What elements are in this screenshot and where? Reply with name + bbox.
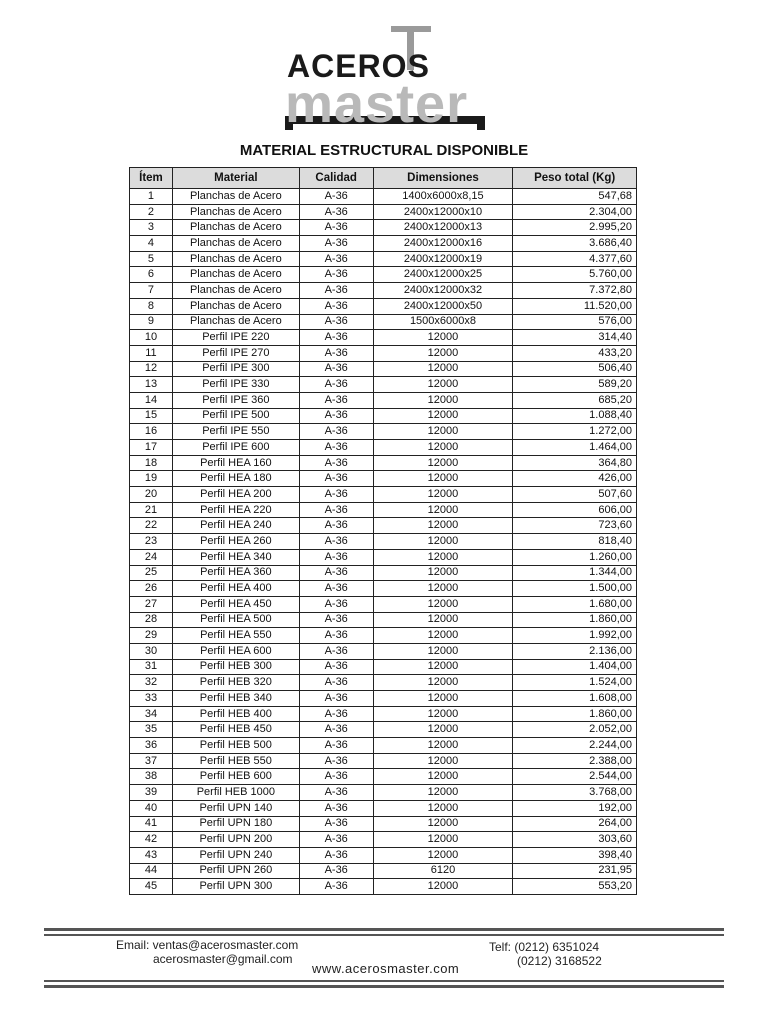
cell-material: Perfil HEB 1000 [172, 785, 299, 801]
table-row [130, 565, 637, 581]
cell-calidad: A-36 [299, 738, 373, 754]
cell-item: 45 [130, 879, 173, 895]
cell-calidad: A-36 [299, 534, 373, 550]
header-calidad: Calidad [299, 168, 373, 189]
cell-calidad: A-36 [299, 691, 373, 707]
cell-peso: 1.344,00 [513, 565, 637, 581]
header-peso: Peso total (Kg) [513, 168, 637, 189]
cell-calidad: A-36 [299, 800, 373, 816]
cell-calidad: A-36 [299, 628, 373, 644]
cell-dimensiones: 2400x12000x19 [373, 251, 513, 267]
cell-item: 18 [130, 455, 173, 471]
table-row [130, 628, 637, 644]
cell-dimensiones: 6120 [373, 863, 513, 879]
cell-item: 6 [130, 267, 173, 283]
cell-dimensiones: 12000 [373, 518, 513, 534]
cell-dimensiones: 12000 [373, 581, 513, 597]
cell-peso: 11.520,00 [513, 298, 637, 314]
cell-item: 30 [130, 643, 173, 659]
table-row [130, 283, 637, 299]
cell-material: Perfil HEB 500 [172, 738, 299, 754]
table-row [130, 581, 637, 597]
cell-calidad: A-36 [299, 816, 373, 832]
cell-item: 3 [130, 220, 173, 236]
table-row [130, 204, 637, 220]
cell-item: 31 [130, 659, 173, 675]
cell-calidad: A-36 [299, 408, 373, 424]
table-body [130, 189, 637, 895]
cell-material: Perfil HEA 360 [172, 565, 299, 581]
page-title: MATERIAL ESTRUCTURAL DISPONIBLE [239, 142, 529, 159]
table-row [130, 832, 637, 848]
footer-phone-1: Telf: (0212) 6351024 [489, 940, 600, 954]
cell-dimensiones: 12000 [373, 769, 513, 785]
cell-calidad: A-36 [299, 643, 373, 659]
cell-material: Perfil UPN 180 [172, 816, 299, 832]
cell-dimensiones: 12000 [373, 330, 513, 346]
table-row [130, 392, 637, 408]
cell-material: Perfil HEB 300 [172, 659, 299, 675]
cell-peso: 1.860,00 [513, 706, 637, 722]
cell-peso: 5.760,00 [513, 267, 637, 283]
table-row [130, 502, 637, 518]
table-row [130, 424, 637, 440]
cell-calidad: A-36 [299, 345, 373, 361]
cell-dimensiones: 12000 [373, 487, 513, 503]
cell-peso: 1.272,00 [513, 424, 637, 440]
table-row [130, 785, 637, 801]
cell-calidad: A-36 [299, 518, 373, 534]
cell-peso: 364,80 [513, 455, 637, 471]
cell-calidad: A-36 [299, 581, 373, 597]
cell-peso: 2.052,00 [513, 722, 637, 738]
cell-material: Perfil HEA 450 [172, 596, 299, 612]
cell-material: Perfil HEA 600 [172, 643, 299, 659]
cell-item: 21 [130, 502, 173, 518]
cell-peso: 1.260,00 [513, 549, 637, 565]
cell-item: 43 [130, 847, 173, 863]
cell-calidad: A-36 [299, 487, 373, 503]
cell-dimensiones: 12000 [373, 408, 513, 424]
table-row [130, 816, 637, 832]
table-row [130, 189, 637, 205]
table-row [130, 706, 637, 722]
cell-peso: 433,20 [513, 345, 637, 361]
cell-calidad: A-36 [299, 455, 373, 471]
cell-peso: 606,00 [513, 502, 637, 518]
cell-item: 35 [130, 722, 173, 738]
table-row [130, 251, 637, 267]
cell-item: 11 [130, 345, 173, 361]
cell-item: 8 [130, 298, 173, 314]
cell-peso: 1.860,00 [513, 612, 637, 628]
table-row [130, 691, 637, 707]
cell-dimensiones: 12000 [373, 800, 513, 816]
table-row [130, 769, 637, 785]
cell-peso: 4.377,60 [513, 251, 637, 267]
cell-calidad: A-36 [299, 267, 373, 283]
cell-dimensiones: 12000 [373, 565, 513, 581]
cell-material: Perfil HEB 400 [172, 706, 299, 722]
cell-dimensiones: 12000 [373, 392, 513, 408]
footer-divider-top [44, 928, 724, 931]
cell-calidad: A-36 [299, 283, 373, 299]
cell-material: Perfil IPE 500 [172, 408, 299, 424]
cell-item: 29 [130, 628, 173, 644]
table-row [130, 863, 637, 879]
table-row [130, 612, 637, 628]
table-row [130, 722, 637, 738]
cell-calidad: A-36 [299, 596, 373, 612]
cell-peso: 1.088,40 [513, 408, 637, 424]
cell-material: Perfil HEA 340 [172, 549, 299, 565]
table-row [130, 534, 637, 550]
cell-item: 7 [130, 283, 173, 299]
cell-material: Perfil IPE 600 [172, 440, 299, 456]
cell-material: Perfil UPN 240 [172, 847, 299, 863]
table-row [130, 267, 637, 283]
table-row [130, 847, 637, 863]
cell-item: 10 [130, 330, 173, 346]
cell-peso: 398,40 [513, 847, 637, 863]
cell-item: 15 [130, 408, 173, 424]
cell-material: Perfil IPE 330 [172, 377, 299, 393]
cell-peso: 303,60 [513, 832, 637, 848]
cell-calidad: A-36 [299, 847, 373, 863]
cell-peso: 314,40 [513, 330, 637, 346]
cell-item: 44 [130, 863, 173, 879]
cell-dimensiones: 12000 [373, 628, 513, 644]
table-row [130, 518, 637, 534]
cell-dimensiones: 12000 [373, 612, 513, 628]
cell-peso: 192,00 [513, 800, 637, 816]
cell-peso: 2.244,00 [513, 738, 637, 754]
cell-material: Planchas de Acero [172, 204, 299, 220]
cell-peso: 426,00 [513, 471, 637, 487]
cell-calidad: A-36 [299, 189, 373, 205]
cell-item: 39 [130, 785, 173, 801]
table-row [130, 596, 637, 612]
cell-calidad: A-36 [299, 502, 373, 518]
cell-item: 24 [130, 549, 173, 565]
cell-calidad: A-36 [299, 549, 373, 565]
cell-dimensiones: 12000 [373, 440, 513, 456]
cell-dimensiones: 12000 [373, 424, 513, 440]
cell-material: Planchas de Acero [172, 298, 299, 314]
cell-material: Perfil IPE 220 [172, 330, 299, 346]
cell-dimensiones: 2400x12000x10 [373, 204, 513, 220]
footer-phone-2: (0212) 3168522 [517, 954, 602, 968]
cell-item: 1 [130, 189, 173, 205]
cell-dimensiones: 12000 [373, 691, 513, 707]
footer-divider-bottom-thick [44, 985, 724, 988]
table-row [130, 549, 637, 565]
cell-calidad: A-36 [299, 753, 373, 769]
header-dimensiones: Dimensiones [373, 168, 513, 189]
cell-item: 38 [130, 769, 173, 785]
table-row [130, 455, 637, 471]
cell-peso: 576,00 [513, 314, 637, 330]
cell-material: Planchas de Acero [172, 314, 299, 330]
cell-material: Planchas de Acero [172, 220, 299, 236]
cell-peso: 1.680,00 [513, 596, 637, 612]
logo-text-aceros: ACEROS [287, 48, 430, 84]
cell-dimensiones: 12000 [373, 785, 513, 801]
cell-material: Perfil HEB 340 [172, 691, 299, 707]
cell-calidad: A-36 [299, 330, 373, 346]
table-row [130, 377, 637, 393]
cell-calidad: A-36 [299, 706, 373, 722]
table-header-row [130, 168, 637, 189]
cell-dimensiones: 12000 [373, 377, 513, 393]
cell-item: 37 [130, 753, 173, 769]
cell-peso: 589,20 [513, 377, 637, 393]
table-row [130, 236, 637, 252]
table-row [130, 220, 637, 236]
cell-dimensiones: 12000 [373, 643, 513, 659]
cell-item: 42 [130, 832, 173, 848]
cell-peso: 1.404,00 [513, 659, 637, 675]
cell-peso: 264,00 [513, 816, 637, 832]
cell-item: 12 [130, 361, 173, 377]
cell-material: Perfil HEB 450 [172, 722, 299, 738]
cell-dimensiones: 12000 [373, 675, 513, 691]
cell-calidad: A-36 [299, 204, 373, 220]
cell-item: 26 [130, 581, 173, 597]
cell-dimensiones: 12000 [373, 722, 513, 738]
cell-material: Perfil HEA 160 [172, 455, 299, 471]
table-row [130, 345, 637, 361]
cell-item: 14 [130, 392, 173, 408]
cell-calidad: A-36 [299, 612, 373, 628]
material-table [129, 167, 637, 895]
cell-peso: 1.464,00 [513, 440, 637, 456]
header-material: Material [172, 168, 299, 189]
cell-dimensiones: 12000 [373, 847, 513, 863]
cell-item: 25 [130, 565, 173, 581]
cell-calidad: A-36 [299, 361, 373, 377]
cell-material: Planchas de Acero [172, 236, 299, 252]
cell-material: Perfil IPE 270 [172, 345, 299, 361]
cell-dimensiones: 12000 [373, 753, 513, 769]
table-row [130, 440, 637, 456]
cell-material: Perfil UPN 200 [172, 832, 299, 848]
cell-calidad: A-36 [299, 440, 373, 456]
cell-material: Perfil IPE 300 [172, 361, 299, 377]
footer-email-alt: acerosmaster@gmail.com [153, 952, 293, 966]
footer-website: www.acerosmaster.com [312, 961, 460, 976]
cell-item: 34 [130, 706, 173, 722]
cell-material: Perfil HEB 550 [172, 753, 299, 769]
cell-dimensiones: 12000 [373, 455, 513, 471]
cell-peso: 1.608,00 [513, 691, 637, 707]
cell-peso: 1.992,00 [513, 628, 637, 644]
cell-calidad: A-36 [299, 832, 373, 848]
cell-item: 41 [130, 816, 173, 832]
cell-dimensiones: 1500x6000x8 [373, 314, 513, 330]
cell-item: 2 [130, 204, 173, 220]
cell-item: 19 [130, 471, 173, 487]
table-row [130, 753, 637, 769]
cell-material: Planchas de Acero [172, 189, 299, 205]
table-row [130, 298, 637, 314]
table-row [130, 800, 637, 816]
cell-dimensiones: 2400x12000x13 [373, 220, 513, 236]
table-row [130, 408, 637, 424]
table-row [130, 738, 637, 754]
cell-item: 23 [130, 534, 173, 550]
cell-item: 40 [130, 800, 173, 816]
cell-material: Perfil UPN 140 [172, 800, 299, 816]
cell-calidad: A-36 [299, 675, 373, 691]
cell-dimensiones: 12000 [373, 596, 513, 612]
cell-calidad: A-36 [299, 722, 373, 738]
cell-item: 33 [130, 691, 173, 707]
cell-material: Perfil IPE 550 [172, 424, 299, 440]
cell-calidad: A-36 [299, 471, 373, 487]
cell-peso: 2.995,20 [513, 220, 637, 236]
cell-dimensiones: 12000 [373, 879, 513, 895]
cell-peso: 1.500,00 [513, 581, 637, 597]
table-row [130, 879, 637, 895]
cell-material: Perfil HEA 260 [172, 534, 299, 550]
cell-material: Planchas de Acero [172, 283, 299, 299]
cell-item: 27 [130, 596, 173, 612]
cell-dimensiones: 12000 [373, 502, 513, 518]
cell-material: Planchas de Acero [172, 251, 299, 267]
cell-item: 32 [130, 675, 173, 691]
cell-item: 22 [130, 518, 173, 534]
cell-peso: 685,20 [513, 392, 637, 408]
cell-calidad: A-36 [299, 659, 373, 675]
cell-item: 5 [130, 251, 173, 267]
cell-calidad: A-36 [299, 314, 373, 330]
cell-calidad: A-36 [299, 236, 373, 252]
cell-dimensiones: 2400x12000x32 [373, 283, 513, 299]
cell-calidad: A-36 [299, 769, 373, 785]
cell-material: Perfil HEA 200 [172, 487, 299, 503]
cell-item: 17 [130, 440, 173, 456]
cell-item: 4 [130, 236, 173, 252]
cell-calidad: A-36 [299, 424, 373, 440]
cell-material: Perfil HEA 500 [172, 612, 299, 628]
cell-dimensiones: 12000 [373, 549, 513, 565]
cell-peso: 231,95 [513, 863, 637, 879]
table-row [130, 330, 637, 346]
cell-peso: 3.686,40 [513, 236, 637, 252]
footer-divider-top-thin [44, 934, 724, 936]
cell-dimensiones: 12000 [373, 738, 513, 754]
footer-divider-bottom [44, 980, 724, 982]
cell-peso: 2.544,00 [513, 769, 637, 785]
logo-text-master: master [285, 74, 469, 134]
cell-calidad: A-36 [299, 298, 373, 314]
cell-peso: 3.768,00 [513, 785, 637, 801]
cell-calidad: A-36 [299, 863, 373, 879]
cell-dimensiones: 12000 [373, 534, 513, 550]
cell-calidad: A-36 [299, 392, 373, 408]
cell-peso: 2.304,00 [513, 204, 637, 220]
cell-calidad: A-36 [299, 565, 373, 581]
cell-peso: 723,60 [513, 518, 637, 534]
cell-dimensiones: 2400x12000x16 [373, 236, 513, 252]
cell-material: Perfil HEA 180 [172, 471, 299, 487]
cell-peso: 506,40 [513, 361, 637, 377]
cell-dimensiones: 12000 [373, 345, 513, 361]
cell-peso: 507,60 [513, 487, 637, 503]
cell-dimensiones: 12000 [373, 706, 513, 722]
table-row [130, 487, 637, 503]
cell-material: Perfil HEA 220 [172, 502, 299, 518]
cell-material: Perfil HEA 240 [172, 518, 299, 534]
cell-dimensiones: 12000 [373, 361, 513, 377]
cell-peso: 2.388,00 [513, 753, 637, 769]
cell-material: Perfil HEA 550 [172, 628, 299, 644]
cell-dimensiones: 12000 [373, 816, 513, 832]
header-item: Ítem [130, 168, 173, 189]
cell-peso: 818,40 [513, 534, 637, 550]
cell-dimensiones: 2400x12000x25 [373, 267, 513, 283]
cell-calidad: A-36 [299, 220, 373, 236]
cell-peso: 1.524,00 [513, 675, 637, 691]
cell-calidad: A-36 [299, 785, 373, 801]
cell-material: Perfil IPE 360 [172, 392, 299, 408]
cell-item: 9 [130, 314, 173, 330]
table-row [130, 471, 637, 487]
cell-item: 13 [130, 377, 173, 393]
table-row [130, 361, 637, 377]
footer-email: Email: ventas@acerosmaster.com [116, 938, 299, 952]
cell-item: 16 [130, 424, 173, 440]
cell-calidad: A-36 [299, 377, 373, 393]
cell-material: Perfil HEA 400 [172, 581, 299, 597]
table-row [130, 314, 637, 330]
cell-material: Planchas de Acero [172, 267, 299, 283]
cell-calidad: A-36 [299, 879, 373, 895]
cell-item: 20 [130, 487, 173, 503]
table-row [130, 659, 637, 675]
cell-peso: 7.372,80 [513, 283, 637, 299]
cell-dimensiones: 2400x12000x50 [373, 298, 513, 314]
cell-material: Perfil UPN 300 [172, 879, 299, 895]
cell-peso: 547,68 [513, 189, 637, 205]
cell-dimensiones: 12000 [373, 471, 513, 487]
cell-peso: 2.136,00 [513, 643, 637, 659]
cell-item: 36 [130, 738, 173, 754]
cell-material: Perfil HEB 600 [172, 769, 299, 785]
table-row [130, 675, 637, 691]
cell-item: 28 [130, 612, 173, 628]
cell-dimensiones: 12000 [373, 832, 513, 848]
cell-calidad: A-36 [299, 251, 373, 267]
cell-dimensiones: 12000 [373, 659, 513, 675]
table-row [130, 643, 637, 659]
cell-peso: 553,20 [513, 879, 637, 895]
cell-material: Perfil UPN 260 [172, 863, 299, 879]
cell-material: Perfil HEB 320 [172, 675, 299, 691]
cell-dimensiones: 1400x6000x8,15 [373, 189, 513, 205]
company-logo [283, 24, 493, 134]
